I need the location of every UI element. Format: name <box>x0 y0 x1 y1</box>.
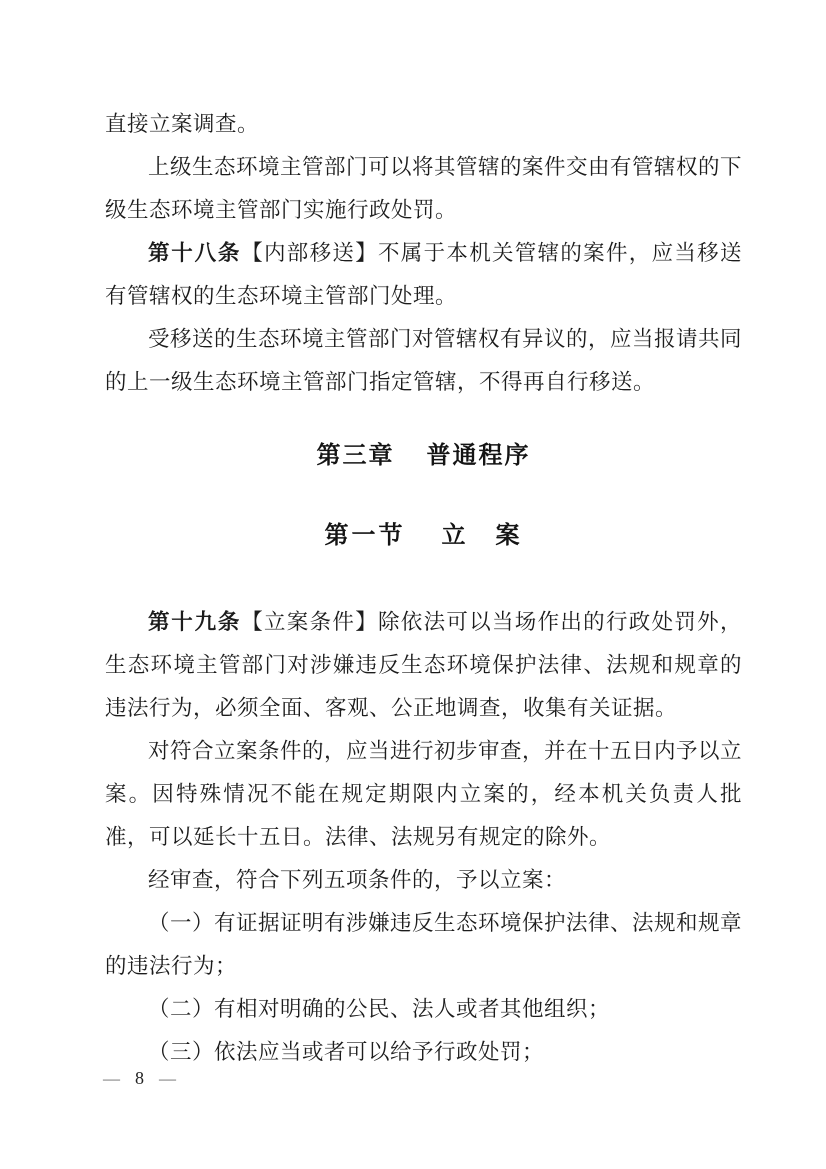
list-item-3: （三）依法应当或者可以给予行政处罚； <box>148 1040 545 1064</box>
section-label: 第一节 <box>324 523 406 549</box>
article-19-title: 【立案条件】 <box>241 610 378 634</box>
paragraph-continuation: 直接立案调查。 <box>105 112 260 136</box>
article-18-title: 【内部移送】 <box>241 241 378 265</box>
article-18-body: 不属于本机关管辖的案件，应当移送有管辖权的生态环境主管部门处理。 <box>105 241 742 308</box>
list-item-2: （二）有相对明确的公民、法人或者其他组织； <box>148 997 611 1021</box>
article-19-number: 第十九条 <box>148 610 242 634</box>
chapter-heading <box>105 434 742 478</box>
chapter-label: 第三章 <box>316 442 395 469</box>
list-item-1: （一）有证据证明有涉嫌违反生态环境保护法律、法规和规章的违法行为； <box>105 911 743 978</box>
paragraph-filing-conditions-intro: 经审查，符合下列五项条件的，予以立案： <box>148 868 567 892</box>
article-19-body: 除依法可以当场作出的行政处罚外，生态环境主管部门对涉嫌违反生态环境保护法律、法规和规章的违法行为，必须全面、客观、公正地调查，收集有关证据。 <box>105 610 742 720</box>
paragraph-article-19 <box>105 601 742 730</box>
page-footer <box>103 1068 176 1089</box>
document-body <box>105 103 742 1074</box>
chapter-title: 普通程序 <box>426 442 531 469</box>
section-title: 立 案 <box>441 523 523 549</box>
paragraph-transfer-objection: 受移送的生态环境主管部门对管辖权有异议的，应当报请共同的上一级生态环境主管部门指定管辖，不得再自行移送。 <box>105 327 743 394</box>
footer-left-dash: — <box>103 1068 120 1088</box>
paragraph-superior-transfer: 上级生态环境主管部门可以将其管辖的案件交由有管辖权的下级生态环境主管部门实施行政处罚。 <box>105 155 743 222</box>
article-18-number: 第十八条 <box>148 241 242 265</box>
paragraph-filing-review: 对符合立案条件的，应当进行初步审查，并在十五日内予以立案。因特殊情况不能在规定期限内立案的，经本机关负责人批准，可以延长十五日。法律、法规另有规定的除外。 <box>105 739 743 849</box>
paragraph-article-18 <box>105 232 742 318</box>
page-number: 8 <box>135 1068 144 1088</box>
footer-right-dash: — <box>159 1068 176 1088</box>
section-heading <box>105 514 742 558</box>
